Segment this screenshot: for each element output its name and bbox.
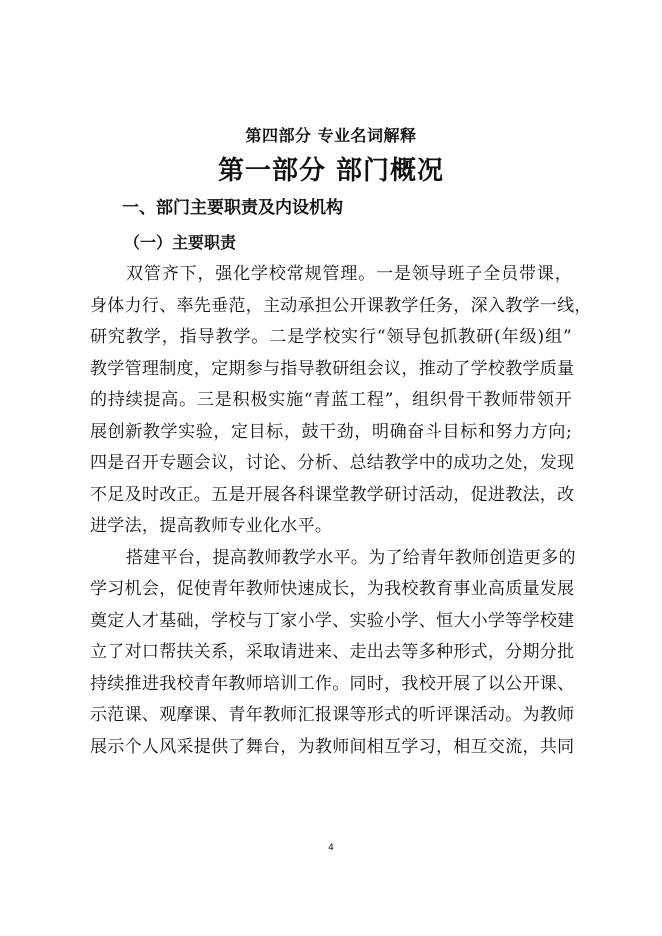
page-number: 4: [328, 843, 334, 853]
part-one-title: 第一部分 部门概况: [217, 156, 445, 186]
body-text: [90, 259, 592, 763]
paragraph-line: 展创新教学实验，定目标，鼓干劲，明确奋斗目标和努力方向;: [90, 421, 572, 442]
paragraph-line: 的持续提高。三是积极实施“青蓝工程”，组织骨干教师带领开: [90, 390, 572, 410]
paragraph-line: 学习机会，促使青年教师快速成长，为我校教育事业高质量发展: [90, 579, 575, 599]
part-four-title: 第四部分 专业名词解释: [245, 126, 417, 145]
paragraph-2: [90, 543, 576, 764]
paragraph-line: 研究教学，指导教学。二是学校实行“领导包抓教研(年级)组”: [90, 327, 572, 347]
paragraph-line: 持续推进我校青年教师培训工作。同时，我校开展了以公开课、: [90, 673, 575, 694]
paragraph-line: 四是召开专题会议，讨论、分析、总结教学中的成功之处，发现: [90, 453, 575, 473]
paragraph-line: 奠定人才基础，学校与丁家小学、实验小学、恒大小学等学校建: [90, 610, 575, 631]
paragraph-line: 展示个人风采提供了舞台，为教师间相互学习，相互交流，共同: [90, 736, 575, 757]
paragraph-line: 双管齐下，强化学校常规管理。一是领导班子全员带课，: [126, 264, 572, 284]
paragraph-line: 不足及时改正。五是开展各科课堂教学研讨活动，促进教法，改: [90, 484, 575, 505]
section-heading: 一、部门主要职责及内设机构: [122, 198, 343, 218]
paragraph-line: 示范课、观摩课、青年教师汇报课等形式的听评课活动。为教师: [90, 705, 575, 725]
paragraph-1: [90, 259, 592, 543]
sub-heading: （一）主要职责: [124, 233, 237, 252]
paragraph-line: 立了对口帮扶关系，采取请进来、走出去等多种形式，分期分批: [90, 642, 575, 662]
paragraph-line: 进学法，提高教师专业化水平。: [90, 516, 333, 536]
paragraph-line: 身体力行、率先垂范，主动承担公开课教学任务，深入教学一线，: [90, 295, 592, 316]
paragraph-line: 搭建平台，提高教师教学水平。为了给青年教师创造更多的: [126, 547, 576, 568]
paragraph-line: 教学管理制度，定期参与指导教研组会议，推动了学校教学质量: [90, 358, 575, 379]
